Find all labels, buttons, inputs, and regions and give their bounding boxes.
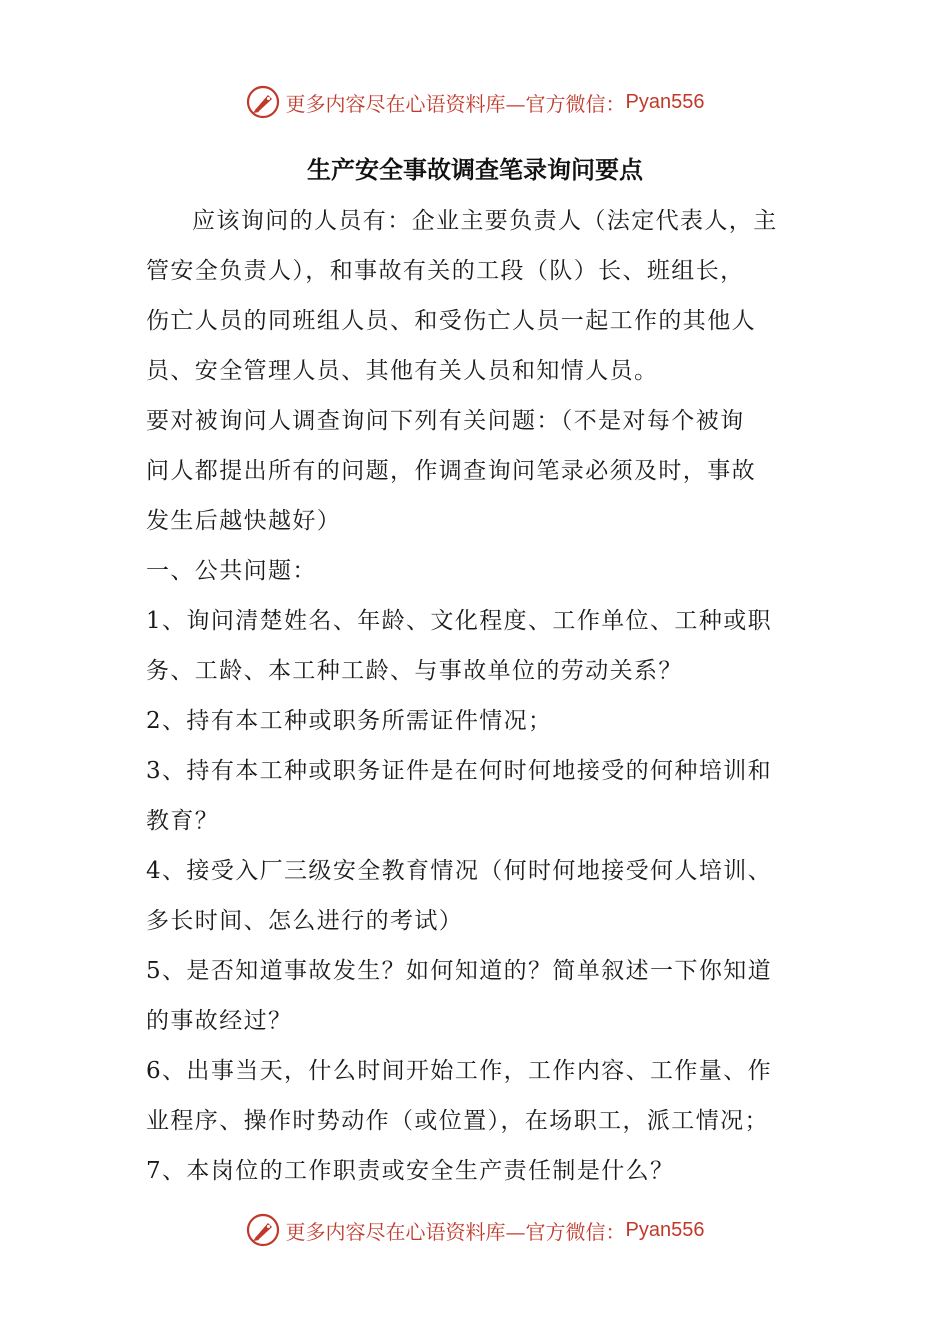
- footer-watermark-banner: [0, 1208, 950, 1252]
- list-item-6-cont: 业程序、操作时势动作（或位置），在场职工，派工情况；: [146, 1108, 769, 1134]
- list-item-4: 4、接受入厂三级安全教育情况（何时何地接受何人培训、: [146, 858, 773, 884]
- body-line: 伤亡人员的同班组人员、和受伤亡人员一起工作的其他人: [146, 308, 756, 334]
- body-line: 管安全负责人），和事故有关的工段（队）长、班组长，: [146, 258, 745, 284]
- body-line: 发生后越快越好）: [146, 508, 342, 534]
- body-line: 员、安全管理人员、其他有关人员和知情人员。: [146, 358, 659, 384]
- list-item-6: 6、出事当天，什么时间开始工作，工作内容、工作量、作: [146, 1058, 773, 1084]
- list-item-3-cont: 教育？: [146, 808, 220, 834]
- list-item-4-cont: 多长时间、怎么进行的考试）: [146, 908, 464, 934]
- body-line: 应该询问的人员有：企业主要负责人（法定代表人，主: [192, 208, 778, 234]
- pen-nib-logo-icon: [246, 85, 280, 119]
- body-line: 要对被询问人调查询问下列有关问题：（不是对每个被询: [146, 408, 745, 434]
- list-item-5: 5、是否知道事故发生？如何知道的？简单叙述一下你知道: [146, 958, 773, 984]
- banner-text: 更多内容尽在心语资料库—官方微信：: [285, 1219, 626, 1244]
- banner-text: 更多内容尽在心语资料库—官方微信：: [285, 91, 626, 116]
- header-watermark-banner: [0, 80, 950, 124]
- body-line: 问人都提出所有的问题，作调查询问笔录必须及时，事故: [146, 458, 756, 484]
- list-item-3: 3、持有本工种或职务证件是在何时何地接受的何种培训和: [146, 758, 773, 784]
- list-item-5-cont: 的事故经过？: [146, 1008, 293, 1034]
- pen-nib-logo-icon: [246, 1213, 280, 1247]
- list-item-1: 1、询问清楚姓名、年龄、文化程度、工作单位、工种或职: [146, 608, 773, 634]
- list-item-1-cont: 务、工龄、本工种工龄、与事故单位的劳动关系？: [146, 658, 683, 684]
- section-heading: 一、公共问题：: [146, 558, 317, 584]
- banner-handle: Pyan556: [625, 1218, 705, 1241]
- banner-handle: Pyan556: [625, 90, 705, 113]
- list-item-7: 7、本岗位的工作职责或安全生产责任制是什么？: [146, 1158, 675, 1184]
- list-item-2: 2、持有本工种或职务所需证件情况；: [146, 708, 553, 734]
- document-body: [146, 196, 806, 1196]
- document-title: 生产安全事故调查笔录询问要点: [307, 156, 643, 184]
